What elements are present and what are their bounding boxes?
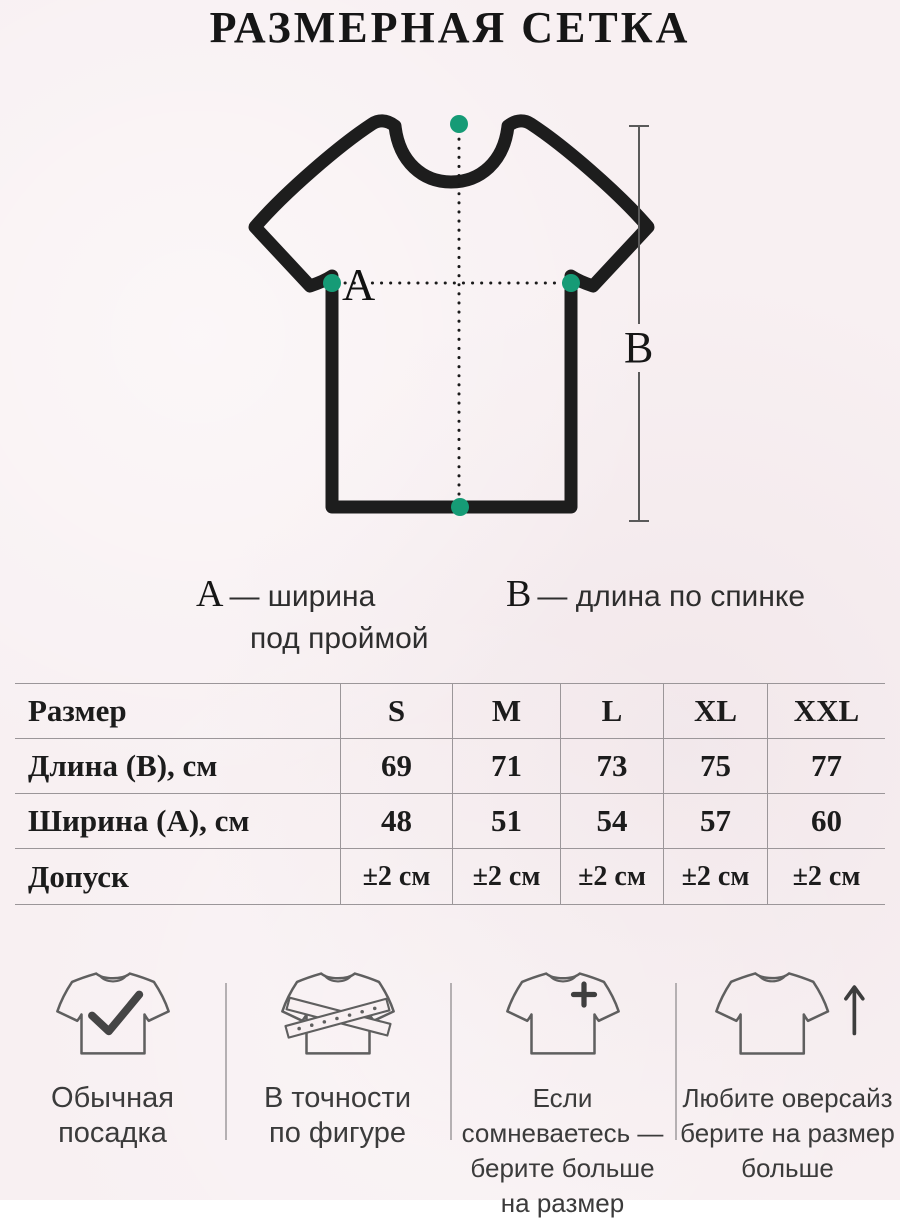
legend-width xyxy=(196,572,429,656)
page-title: РАЗМЕРНАЯ СЕТКА xyxy=(209,3,691,52)
guide-caption-line: берите на размер xyxy=(680,1118,895,1148)
table-cell: 75 xyxy=(663,739,767,794)
tshirt-measure-diagram xyxy=(240,100,670,540)
legend-width-line2: под проймой xyxy=(250,622,429,655)
size-col-header: XL xyxy=(663,684,767,739)
guide-size-up-doubt xyxy=(450,966,675,1221)
guide-regular-fit xyxy=(0,966,225,1151)
table-cell: 60 xyxy=(767,794,885,849)
guide-true-to-size xyxy=(225,966,450,1151)
row-label-length: Длина (B), см xyxy=(15,739,340,794)
guide-caption-line: на размер xyxy=(500,1188,625,1218)
table-cell: ±2 см xyxy=(767,849,885,904)
table-cell: ±2 см xyxy=(663,849,767,904)
tshirt-tape-icon xyxy=(275,966,401,1063)
length-letter-label: B xyxy=(624,323,654,372)
table-cell: 57 xyxy=(663,794,767,849)
tshirt-plus-icon xyxy=(500,966,626,1063)
table-header-label: Размер xyxy=(15,684,340,739)
guide-oversize xyxy=(675,966,900,1186)
plus-mark xyxy=(573,984,594,1005)
table-cell: ±2 см xyxy=(340,849,452,904)
guide-caption-line: берите больше xyxy=(470,1153,655,1183)
tshirt-check-icon xyxy=(50,966,176,1063)
size-col-header: S xyxy=(340,684,452,739)
size-col-header: L xyxy=(560,684,663,739)
table-cell: 54 xyxy=(560,794,663,849)
guide-caption-line: больше xyxy=(741,1153,834,1183)
legend-width-line1: A — ширина xyxy=(196,573,376,615)
size-col-header: M xyxy=(452,684,560,739)
table-cell: ±2 см xyxy=(452,849,560,904)
size-col-header: XXL xyxy=(767,684,885,739)
guide-caption-line: В точности xyxy=(263,1082,412,1114)
guide-caption-line: Если сомневаетесь — xyxy=(461,1083,664,1148)
measure-point-dots xyxy=(323,115,580,516)
guide-caption-line: по фигуре xyxy=(269,1117,406,1149)
table-cell: ±2 см xyxy=(560,849,663,904)
legend-length-line1: B — длина по спинке xyxy=(506,573,806,615)
row-label-width: Ширина (A), см xyxy=(15,794,340,849)
table-cell: 77 xyxy=(767,739,885,794)
tshirt-arrow-icon xyxy=(709,966,867,1063)
up-arrow xyxy=(845,987,862,1033)
table-cell: 48 xyxy=(340,794,452,849)
table-cell: 73 xyxy=(560,739,663,794)
table-cell: 69 xyxy=(340,739,452,794)
guide-caption-line: Обычная xyxy=(51,1082,174,1114)
guide-caption-line: Любите оверсайз xyxy=(682,1083,893,1113)
table-cell: 71 xyxy=(452,739,560,794)
size-table xyxy=(15,683,885,905)
table-cell: 51 xyxy=(452,794,560,849)
row-label-tolerance: Допуск xyxy=(28,858,129,894)
width-letter-label: A xyxy=(342,259,376,310)
guide-caption-line: посадка xyxy=(58,1117,167,1149)
legend-width-letter: A xyxy=(196,573,224,615)
legend-length-letter: B xyxy=(506,573,532,615)
legend-length xyxy=(506,572,805,616)
tshirt-outline xyxy=(255,121,648,507)
check-mark xyxy=(92,995,139,1032)
